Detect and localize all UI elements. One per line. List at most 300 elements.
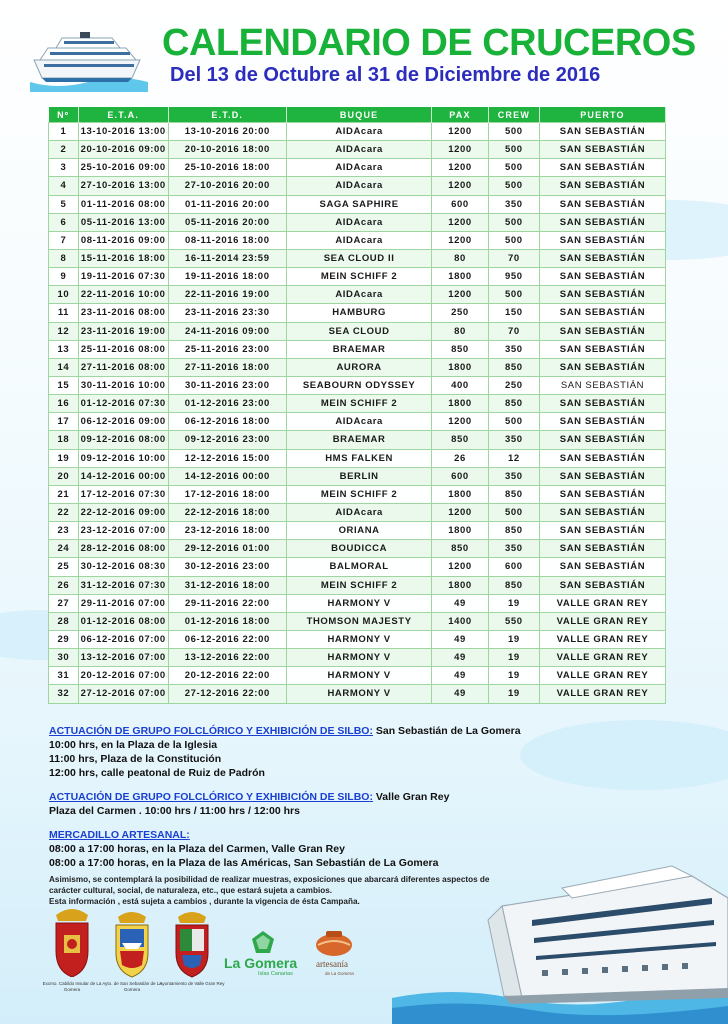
passenger-count: 1200 (432, 141, 489, 159)
crew-count: 250 (488, 376, 539, 394)
passenger-count: 1200 (432, 213, 489, 231)
ayto-valle-gran-rey-coat-of-arms-icon (170, 909, 214, 979)
table-row (49, 522, 666, 540)
port-name: VALLE GRAN REY (539, 630, 665, 648)
ship-name: HARMONY V (287, 685, 432, 703)
port-name: SAN SEBASTIÁN (539, 376, 665, 394)
port-name: VALLE GRAN REY (539, 667, 665, 685)
row-number: 18 (49, 431, 79, 449)
column-header: E.T.A. (78, 107, 168, 123)
ship-name: SEA CLOUD (287, 322, 432, 340)
passenger-count: 1800 (432, 485, 489, 503)
departure-time: 05-11-2016 20:00 (168, 213, 286, 231)
port-name: SAN SEBASTIÁN (539, 195, 665, 213)
crew-count: 850 (488, 395, 539, 413)
passenger-count: 850 (432, 340, 489, 358)
port-name: SAN SEBASTIÁN (539, 123, 665, 141)
row-number: 26 (49, 576, 79, 594)
arrival-time: 14-12-2016 00:00 (78, 467, 168, 485)
ayto-san-sebastian-caption: Ayto. de San Sebastián de La Gomera (102, 981, 162, 992)
departure-time: 16-11-2014 23:59 (168, 249, 286, 267)
arrival-time: 17-12-2016 07:30 (78, 485, 168, 503)
arrival-time: 09-12-2016 10:00 (78, 449, 168, 467)
event-heading-place: Valle Gran Rey (372, 791, 450, 803)
event-line: 12:00 hrs, calle peatonal de Ruiz de Padrón (49, 767, 265, 779)
port-name: VALLE GRAN REY (539, 685, 665, 703)
event-line: 08:00 a 17:00 horas, en la Plaza de las Américas, San Sebastián de La Gomera (49, 857, 439, 869)
port-name: SAN SEBASTIÁN (539, 231, 665, 249)
row-number: 20 (49, 467, 79, 485)
table-row (49, 177, 666, 195)
ship-name: SEA CLOUD II (287, 249, 432, 267)
table-row (49, 340, 666, 358)
table-row (49, 612, 666, 630)
row-number: 21 (49, 485, 79, 503)
passenger-count: 250 (432, 304, 489, 322)
passenger-count: 49 (432, 649, 489, 667)
departure-time: 22-11-2016 19:00 (168, 286, 286, 304)
table-header-row (49, 107, 666, 123)
ship-name: AIDAcara (287, 141, 432, 159)
departure-time: 29-12-2016 01:00 (168, 540, 286, 558)
arrival-time: 09-12-2016 08:00 (78, 431, 168, 449)
table-row (49, 449, 666, 467)
crew-count: 500 (488, 286, 539, 304)
table-row (49, 123, 666, 141)
table-row (49, 667, 666, 685)
crew-count: 350 (488, 540, 539, 558)
crew-count: 19 (488, 685, 539, 703)
table-row (49, 286, 666, 304)
crew-count: 70 (488, 249, 539, 267)
row-number: 28 (49, 612, 79, 630)
ship-name: AIDAcara (287, 503, 432, 521)
crew-count: 600 (488, 558, 539, 576)
column-header: E.T.D. (168, 107, 286, 123)
departure-time: 17-12-2016 18:00 (168, 485, 286, 503)
row-number: 7 (49, 231, 79, 249)
port-name: SAN SEBASTIÁN (539, 540, 665, 558)
arrival-time: 01-12-2016 07:30 (78, 395, 168, 413)
departure-time: 25-10-2016 18:00 (168, 159, 286, 177)
ship-name: MEIN SCHIFF 2 (287, 485, 432, 503)
port-name: SAN SEBASTIÁN (539, 503, 665, 521)
event-heading (49, 790, 569, 804)
port-name: SAN SEBASTIÁN (539, 177, 665, 195)
row-number: 19 (49, 449, 79, 467)
event-heading (49, 724, 569, 738)
row-number: 23 (49, 522, 79, 540)
crew-count: 500 (488, 503, 539, 521)
crew-count: 350 (488, 467, 539, 485)
departure-time: 09-12-2016 23:00 (168, 431, 286, 449)
crew-count: 70 (488, 322, 539, 340)
table-row (49, 358, 666, 376)
row-number: 29 (49, 630, 79, 648)
arrival-time: 06-12-2016 09:00 (78, 413, 168, 431)
passenger-count: 1200 (432, 159, 489, 177)
table-row (49, 213, 666, 231)
port-name: SAN SEBASTIÁN (539, 431, 665, 449)
row-number: 25 (49, 558, 79, 576)
row-number: 16 (49, 395, 79, 413)
departure-time: 30-12-2016 23:00 (168, 558, 286, 576)
column-header: PAX (432, 107, 489, 123)
note-line: Esta información , está sujeta a cambios , durante la vigencia de ésta Campaña. (49, 897, 360, 906)
event-heading (49, 828, 569, 842)
table-row (49, 485, 666, 503)
departure-time: 31-12-2016 18:00 (168, 576, 286, 594)
event-line: Plaza del Carmen . 10:00 hrs / 11:00 hrs / 12:00 hrs (49, 805, 300, 817)
port-name: VALLE GRAN REY (539, 612, 665, 630)
crew-count: 850 (488, 485, 539, 503)
event-line: 08:00 a 17:00 horas, en la Plaza del Carmen, Valle Gran Rey (49, 843, 345, 855)
crew-count: 500 (488, 123, 539, 141)
port-name: SAN SEBASTIÁN (539, 249, 665, 267)
ship-name: MEIN SCHIFF 2 (287, 395, 432, 413)
passenger-count: 26 (432, 449, 489, 467)
artesania-logo-text: artesanía (316, 959, 348, 969)
table-row (49, 467, 666, 485)
ship-name: BERLIN (287, 467, 432, 485)
column-header: BUQUE (287, 107, 432, 123)
port-name: SAN SEBASTIÁN (539, 159, 665, 177)
ship-name: HARMONY V (287, 594, 432, 612)
header (0, 0, 728, 100)
arrival-time: 20-12-2016 07:00 (78, 667, 168, 685)
port-name: SAN SEBASTIÁN (539, 268, 665, 286)
port-name: SAN SEBASTIÁN (539, 558, 665, 576)
port-name: SAN SEBASTIÁN (539, 467, 665, 485)
la-gomera-logo-subtext: Islas Canarias (258, 971, 293, 977)
row-number: 8 (49, 249, 79, 267)
departure-time: 25-11-2016 23:00 (168, 340, 286, 358)
departure-time: 23-11-2016 23:30 (168, 304, 286, 322)
table-row (49, 159, 666, 177)
passenger-count: 49 (432, 630, 489, 648)
departure-time: 29-11-2016 22:00 (168, 594, 286, 612)
ship-name: HAMBURG (287, 304, 432, 322)
arrival-time: 23-11-2016 08:00 (78, 304, 168, 322)
passenger-count: 400 (432, 376, 489, 394)
row-number: 3 (49, 159, 79, 177)
port-name: SAN SEBASTIÁN (539, 358, 665, 376)
ship-name: HARMONY V (287, 667, 432, 685)
passenger-count: 49 (432, 667, 489, 685)
event-heading-title: ACTUACIÓN DE GRUPO FOLCLÓRICO Y EXHIBICIÓN DE SILBO: (49, 725, 373, 737)
table-row (49, 322, 666, 340)
ship-name: AIDAcara (287, 123, 432, 141)
crew-count: 850 (488, 576, 539, 594)
row-number: 6 (49, 213, 79, 231)
note-line: carácter cultural, social, de naturaleza, etc., que estará sujeta a cambios. (49, 886, 333, 895)
event-heading-title: MERCADILLO ARTESANAL: (49, 829, 190, 841)
passenger-count: 1800 (432, 576, 489, 594)
passenger-count: 600 (432, 467, 489, 485)
ship-name: AIDAcara (287, 286, 432, 304)
row-number: 13 (49, 340, 79, 358)
table-row (49, 249, 666, 267)
crew-count: 500 (488, 141, 539, 159)
ship-name: AURORA (287, 358, 432, 376)
departure-time: 01-12-2016 23:00 (168, 395, 286, 413)
arrival-time: 22-12-2016 09:00 (78, 503, 168, 521)
ship-name: MEIN SCHIFF 2 (287, 576, 432, 594)
ship-name: BOUDICCA (287, 540, 432, 558)
crew-count: 12 (488, 449, 539, 467)
port-name: SAN SEBASTIÁN (539, 449, 665, 467)
ship-name: HARMONY V (287, 630, 432, 648)
ship-name: THOMSON MAJESTY (287, 612, 432, 630)
crew-count: 19 (488, 667, 539, 685)
arrival-time: 28-12-2016 08:00 (78, 540, 168, 558)
table-row (49, 431, 666, 449)
departure-time: 27-11-2016 18:00 (168, 358, 286, 376)
event-line: 10:00 hrs, en la Plaza de la Iglesia (49, 739, 218, 751)
page-title: CALENDARIO DE CRUCEROS (162, 22, 696, 64)
passenger-count: 49 (432, 594, 489, 612)
port-name: SAN SEBASTIÁN (539, 485, 665, 503)
crew-count: 350 (488, 340, 539, 358)
row-number: 2 (49, 141, 79, 159)
cruise-schedule-table (48, 107, 666, 704)
row-number: 24 (49, 540, 79, 558)
cabildo-caption: Excmo. Cabildo Insular de La Gomera (42, 981, 102, 992)
ship-name: BALMORAL (287, 558, 432, 576)
arrival-time: 23-12-2016 07:00 (78, 522, 168, 540)
row-number: 5 (49, 195, 79, 213)
ship-name: SEABOURN ODYSSEY (287, 376, 432, 394)
crew-count: 19 (488, 630, 539, 648)
passenger-count: 1200 (432, 123, 489, 141)
arrival-time: 15-11-2016 18:00 (78, 249, 168, 267)
table-row (49, 376, 666, 394)
port-name: SAN SEBASTIÁN (539, 322, 665, 340)
column-header: CREW (488, 107, 539, 123)
port-name: SAN SEBASTIÁN (539, 395, 665, 413)
table-row (49, 141, 666, 159)
row-number: 14 (49, 358, 79, 376)
row-number: 10 (49, 286, 79, 304)
arrival-time: 05-11-2016 13:00 (78, 213, 168, 231)
departure-time: 23-12-2016 18:00 (168, 522, 286, 540)
departure-time: 24-11-2016 09:00 (168, 322, 286, 340)
arrival-time: 01-11-2016 08:00 (78, 195, 168, 213)
ship-name: HARMONY V (287, 649, 432, 667)
passenger-count: 850 (432, 540, 489, 558)
row-number: 32 (49, 685, 79, 703)
crew-count: 350 (488, 195, 539, 213)
artesania-logo-subtext: de La Gomera (325, 971, 354, 976)
ship-name: SAGA SAPHIRE (287, 195, 432, 213)
crew-count: 850 (488, 358, 539, 376)
sponsor-logos (44, 905, 394, 1020)
departure-time: 13-12-2016 22:00 (168, 649, 286, 667)
passenger-count: 1200 (432, 558, 489, 576)
la-gomera-logo-icon (250, 931, 276, 955)
ship-name: AIDAcara (287, 231, 432, 249)
departure-time: 08-11-2016 18:00 (168, 231, 286, 249)
crew-count: 500 (488, 159, 539, 177)
la-gomera-logo-text: La Gomera (224, 955, 298, 971)
table-row (49, 231, 666, 249)
ship-name: AIDAcara (287, 177, 432, 195)
ship-name: AIDAcara (287, 159, 432, 177)
event-heading-title: ACTUACIÓN DE GRUPO FOLCLÓRICO Y EXHIBICIÓN DE SILBO: (49, 791, 373, 803)
departure-time: 06-12-2016 18:00 (168, 413, 286, 431)
cruise-ship-icon (28, 30, 150, 92)
large-cruise-ship-icon (392, 858, 728, 1024)
departure-time: 19-11-2016 18:00 (168, 268, 286, 286)
port-name: VALLE GRAN REY (539, 649, 665, 667)
cabildo-coat-of-arms-icon (50, 905, 94, 977)
port-name: SAN SEBASTIÁN (539, 304, 665, 322)
port-name: SAN SEBASTIÁN (539, 213, 665, 231)
event-heading-place: San Sebastián de La Gomera (372, 725, 521, 737)
departure-time: 20-12-2016 22:00 (168, 667, 286, 685)
crew-count: 350 (488, 431, 539, 449)
arrival-time: 27-12-2016 07:00 (78, 685, 168, 703)
row-number: 9 (49, 268, 79, 286)
arrival-time: 13-10-2016 13:00 (78, 123, 168, 141)
departure-time: 22-12-2016 18:00 (168, 503, 286, 521)
port-name: SAN SEBASTIÁN (539, 286, 665, 304)
port-name: SAN SEBASTIÁN (539, 522, 665, 540)
arrival-time: 29-11-2016 07:00 (78, 594, 168, 612)
arrival-time: 25-11-2016 08:00 (78, 340, 168, 358)
ship-name: AIDAcara (287, 213, 432, 231)
crew-count: 850 (488, 522, 539, 540)
row-number: 4 (49, 177, 79, 195)
departure-time: 06-12-2016 22:00 (168, 630, 286, 648)
passenger-count: 1400 (432, 612, 489, 630)
passenger-count: 1800 (432, 522, 489, 540)
departure-time: 12-12-2016 15:00 (168, 449, 286, 467)
arrival-time: 01-12-2016 08:00 (78, 612, 168, 630)
passenger-count: 600 (432, 195, 489, 213)
arrival-time: 20-10-2016 09:00 (78, 141, 168, 159)
arrival-time: 27-11-2016 08:00 (78, 358, 168, 376)
departure-time: 01-11-2016 20:00 (168, 195, 286, 213)
passenger-count: 1200 (432, 413, 489, 431)
departure-time: 13-10-2016 20:00 (168, 123, 286, 141)
passenger-count: 1800 (432, 268, 489, 286)
row-number: 15 (49, 376, 79, 394)
crew-count: 500 (488, 177, 539, 195)
departure-time: 14-12-2016 00:00 (168, 467, 286, 485)
arrival-time: 30-12-2016 08:30 (78, 558, 168, 576)
passenger-count: 1200 (432, 231, 489, 249)
crew-count: 500 (488, 413, 539, 431)
row-number: 27 (49, 594, 79, 612)
table-row (49, 268, 666, 286)
arrival-time: 23-11-2016 19:00 (78, 322, 168, 340)
row-number: 11 (49, 304, 79, 322)
crew-count: 550 (488, 612, 539, 630)
passenger-count: 80 (432, 322, 489, 340)
column-header: Nº (49, 107, 79, 123)
row-number: 1 (49, 123, 79, 141)
crew-count: 19 (488, 594, 539, 612)
arrival-time: 27-10-2016 13:00 (78, 177, 168, 195)
arrival-time: 13-12-2016 07:00 (78, 649, 168, 667)
passenger-count: 49 (432, 685, 489, 703)
departure-time: 27-12-2016 22:00 (168, 685, 286, 703)
arrival-time: 19-11-2016 07:30 (78, 268, 168, 286)
port-name: SAN SEBASTIÁN (539, 576, 665, 594)
ayto-san-sebastian-coat-of-arms-icon (110, 909, 154, 979)
passenger-count: 1200 (432, 177, 489, 195)
departure-time: 20-10-2016 18:00 (168, 141, 286, 159)
arrival-time: 31-12-2016 07:30 (78, 576, 168, 594)
crew-count: 950 (488, 268, 539, 286)
row-number: 17 (49, 413, 79, 431)
passenger-count: 1200 (432, 503, 489, 521)
crew-count: 19 (488, 649, 539, 667)
table-row (49, 503, 666, 521)
arrival-time: 30-11-2016 10:00 (78, 376, 168, 394)
table-row (49, 195, 666, 213)
table-row (49, 649, 666, 667)
passenger-count: 1800 (432, 358, 489, 376)
page-subtitle: Del 13 de Octubre al 31 de Diciembre de 2016 (170, 64, 601, 86)
table-row (49, 576, 666, 594)
ayto-valle-gran-rey-caption: Ayuntamiento de Valle Gran Rey (159, 981, 225, 986)
row-number: 31 (49, 667, 79, 685)
table-row (49, 304, 666, 322)
note-line: Asimismo, se contemplará la posibilidad de realizar muestras, exposiciones que abarcará diferentes aspectos de (49, 875, 490, 884)
passenger-count: 850 (432, 431, 489, 449)
port-name: VALLE GRAN REY (539, 594, 665, 612)
table-row (49, 558, 666, 576)
table-row (49, 685, 666, 703)
port-name: SAN SEBASTIÁN (539, 141, 665, 159)
table-row (49, 395, 666, 413)
crew-count: 500 (488, 213, 539, 231)
departure-time: 30-11-2016 23:00 (168, 376, 286, 394)
row-number: 12 (49, 322, 79, 340)
port-name: SAN SEBASTIÁN (539, 340, 665, 358)
column-header: PUERTO (539, 107, 665, 123)
table-row (49, 413, 666, 431)
crew-count: 150 (488, 304, 539, 322)
table-body (49, 123, 666, 704)
ship-name: HMS FALKEN (287, 449, 432, 467)
passenger-count: 80 (432, 249, 489, 267)
ship-name: AIDAcara (287, 413, 432, 431)
departure-time: 27-10-2016 20:00 (168, 177, 286, 195)
row-number: 22 (49, 503, 79, 521)
event-line: 11:00 hrs, Plaza de la Constitución (49, 753, 222, 765)
arrival-time: 08-11-2016 09:00 (78, 231, 168, 249)
arrival-time: 06-12-2016 07:00 (78, 630, 168, 648)
ship-name: ORIANA (287, 522, 432, 540)
table-row (49, 630, 666, 648)
ship-name: MEIN SCHIFF 2 (287, 268, 432, 286)
departure-time: 01-12-2016 18:00 (168, 612, 286, 630)
artesania-logo-icon (312, 929, 356, 957)
row-number: 30 (49, 649, 79, 667)
passenger-count: 1200 (432, 286, 489, 304)
ship-name: BRAEMAR (287, 431, 432, 449)
table-row (49, 540, 666, 558)
ship-name: BRAEMAR (287, 340, 432, 358)
crew-count: 500 (488, 231, 539, 249)
arrival-time: 25-10-2016 09:00 (78, 159, 168, 177)
table-row (49, 594, 666, 612)
passenger-count: 1800 (432, 395, 489, 413)
port-name: SAN SEBASTIÁN (539, 413, 665, 431)
